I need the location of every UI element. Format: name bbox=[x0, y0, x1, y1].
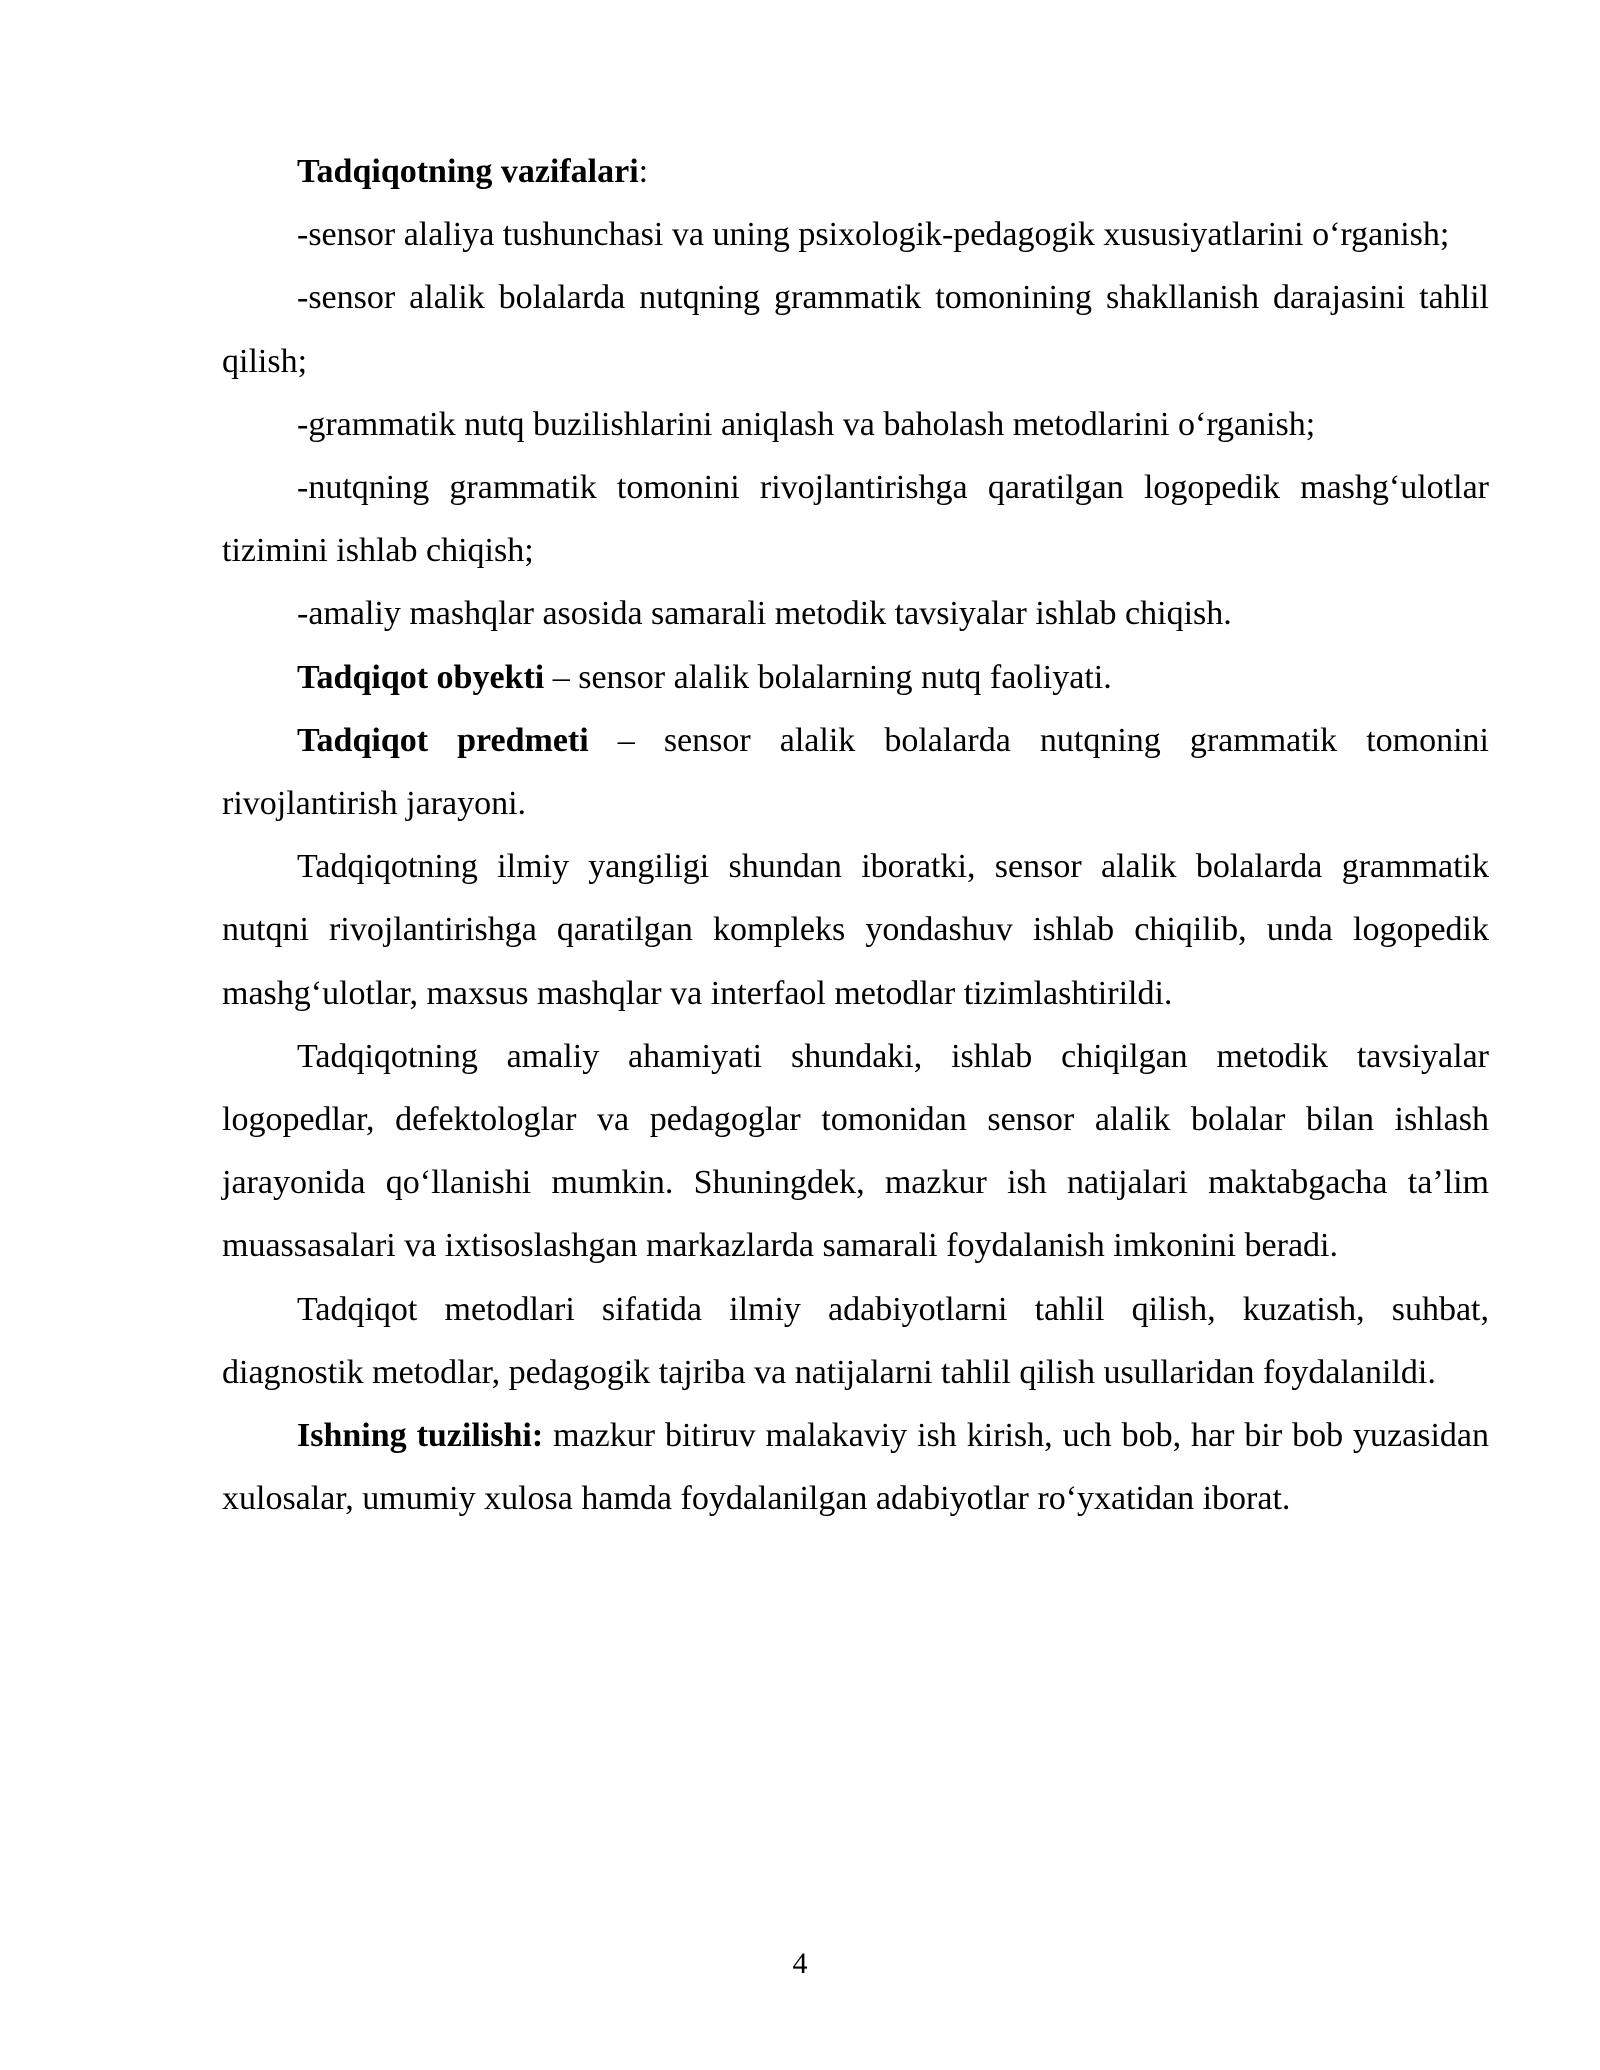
task-item-2: -sensor alalik bolalarda nutqning grammatik tomonining shakllanish darajasini tahlil qilish; bbox=[222, 279, 1489, 380]
task-item-4: -nutqning grammatik tomonini rivojlantirishga qaratilgan logopedik mashg‘ulotlar tizimini ishlab chiqish; bbox=[222, 469, 1489, 570]
research-subject-text: – sensor alalik bolalarda nutqning grammatik tomonini rivojlantirish jarayoni. bbox=[222, 721, 1489, 823]
page-number: 4 bbox=[792, 1947, 808, 1980]
page-body bbox=[222, 140, 1489, 1530]
tasks-heading-colon: : bbox=[638, 153, 649, 190]
work-structure-paragraph bbox=[222, 1404, 1489, 1530]
work-structure-label: Ishning tuzilishi: bbox=[297, 1417, 544, 1455]
practical-significance-paragraph: Tadqiqotning amaliy ahamiyati shundaki, ishlab chiqilgan metodik tavsiyalar logopedlar, defektologlar va pedagoglar tomonidan sensor alalik bolalar bilan ishlash jarayonida qo‘llanishi mumkin. Shuningdek, mazkur ish natijalari maktabgacha ta’lim muassasalari va ixtisoslashgan markazlarda samarali foydalanish imkonini beradi. bbox=[222, 1037, 1489, 1265]
scientific-novelty-paragraph: Tadqiqotning ilmiy yangiligi shundan iboratki, sensor alalik bolalarda grammatik nutqni rivojlantirishga qaratilgan kompleks yondashuv ishlab chiqilib, unda logopedik mashg‘ulotlar, maxsus mashqlar va interfaol metodlar tizimlashtirildi. bbox=[222, 848, 1489, 1012]
task-item-1: -sensor alaliya tushunchasi va uning psixologik-pedagogik xususiyatlarini o‘rganish; bbox=[297, 216, 1450, 254]
research-object-text: – sensor alalik bolalarning nutq faoliyati. bbox=[544, 658, 1112, 696]
research-subject-label: Tadqiqot predmeti bbox=[297, 721, 589, 759]
research-object-paragraph bbox=[222, 646, 1489, 709]
research-methods-paragraph: Tadqiqot metodlari sifatida ilmiy adabiyotlarni tahlil qilish, kuzatish, suhbat, diagnostik metodlar, pedagogik tajriba va natijalarni tahlil qilish usullaridan foydalanildi. bbox=[222, 1290, 1489, 1391]
work-structure-text: mazkur bitiruv malakaviy ish kirish, uch bob, har bir bob yuzasidan xulosalar, umumiy xulosa hamda foydalanilgan adabiyotlar ro‘yxatidan iborat. bbox=[222, 1417, 1489, 1518]
research-object-label: Tadqiqot obyekti bbox=[297, 658, 545, 696]
task-item-5: -amaliy mashqlar asosida samarali metodik tavsiyalar ishlab chiqish. bbox=[297, 595, 1232, 633]
tasks-heading-paragraph bbox=[222, 140, 1489, 203]
research-subject-paragraph bbox=[222, 709, 1489, 835]
tasks-heading: Tadqiqotning vazifalari bbox=[297, 153, 639, 190]
task-item-3: -grammatik nutq buzilishlarini aniqlash va baholash metodlarini o‘rganish; bbox=[297, 405, 1316, 443]
